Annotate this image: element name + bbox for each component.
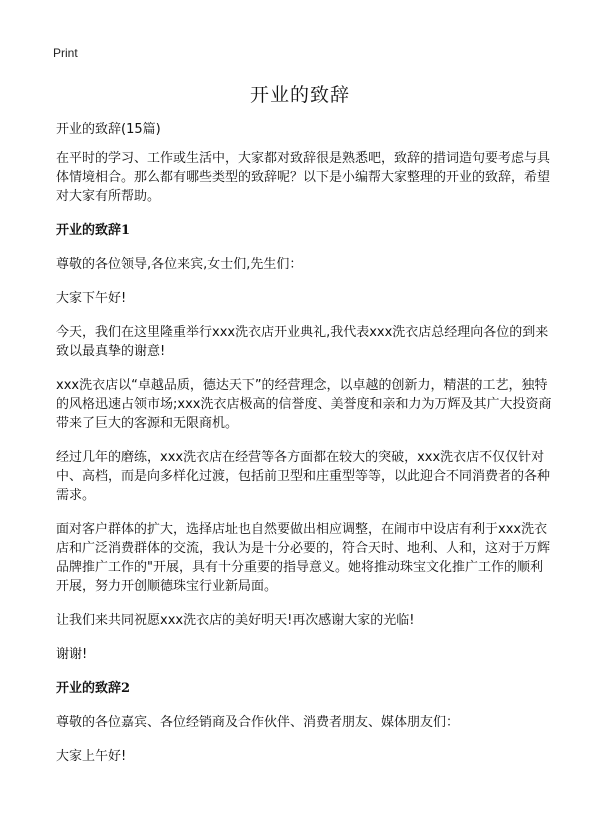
print-link[interactable]: Print — [53, 46, 78, 60]
section-heading-2: 开业的致辞2 — [56, 681, 131, 696]
paragraph: 尊敬的各位嘉宾、各位经销商及合作伙伴、消费者朋友、媒体朋友们： — [56, 715, 460, 730]
paragraph: xxx洗衣店以“卓越品质，德达天下”的经营理念，以卓越的创新力，精湛的工艺，独特的风格迅速占领市场;xxx洗衣店极高的信誉度、美誉度和亲和力为万辉及其广大投资商带来了巨大的客源和无限商机。 — [56, 378, 552, 431]
intro-paragraph: 在平时的学习、工作或生活中，大家都对致辞很是熟悉吧，致辞的措词造句要考虑与具体情境相合。那么都有哪些类型的致辞呢？以下是小编帮大家整理的开业的致辞，希望对大家有所帮助。 — [56, 151, 551, 204]
paragraph: 经过几年的磨练，xxx洗衣店在经营等各方面都在较大的突破，xxx洗衣店不仅仅针对中、高档，而是向多样化过渡，包括前卫型和庄重型等等，以此迎合不同消费者的各种需求。 — [56, 450, 551, 503]
page-title: 开业的致辞 — [249, 84, 350, 106]
document-subtitle: 开业的致辞(15篇) — [56, 122, 161, 137]
paragraph: 让我们来共同祝愿xxx洗衣店的美好明天!再次感谢大家的光临! — [56, 613, 415, 628]
paragraph: 尊敬的各位领导,各位来宾,女士们,先生们： — [56, 257, 303, 272]
paragraph: 大家下午好! — [56, 291, 127, 306]
section-heading-1: 开业的致辞1 — [56, 223, 131, 238]
document-body — [56, 120, 552, 781]
paragraph: 今天，我们在这里隆重举行xxx洗衣店开业典礼,我代表xxx洗衣店总经理向各位的到来致以最真挚的谢意! — [56, 325, 549, 359]
paragraph: 谢谢! — [56, 647, 88, 662]
paragraph: 面对客户群体的扩大，选择店址也自然要做出相应调整，在闹市中设店有利于xxx洗衣店和广泛消费群体的交流，我认为是十分必要的，符合天时、地利、人和，这对于万辉品牌推广工作的"开展，具有十分重要的指导意义。她将推动珠宝文化推广工作的顺利开展，努力开创顺德珠宝行业新局面。 — [56, 522, 551, 594]
paragraph: 大家上午好! — [56, 749, 127, 764]
